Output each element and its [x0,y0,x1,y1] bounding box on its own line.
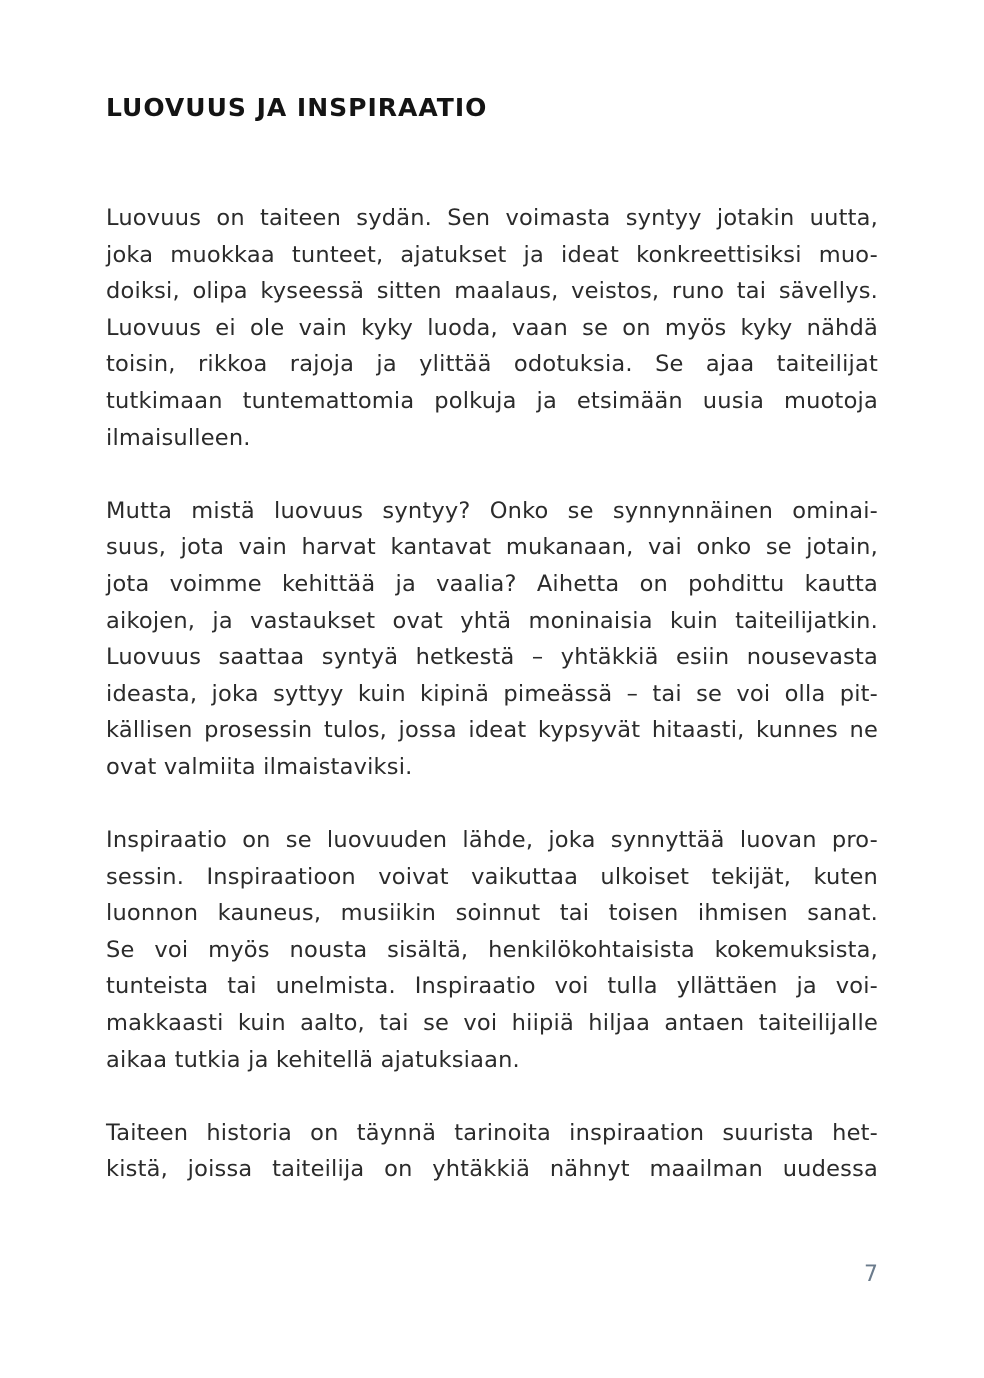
text-line: sessin. Inspiraatioon voivat vaikuttaa ulkoiset tekijät, kuten [106,863,878,890]
text-line: toisin, rikkoa rajoja ja ylittää odotuksia. Se ajaa taiteilijat [106,351,878,378]
text-line: kistä, joissa taiteilija on yhtäkkiä nähnyt maailman uudessa [106,1156,878,1183]
text-line: ilmaisulleen. [106,424,251,451]
text-line: Taiteen historia on täynnä tarinoita inspiraation suurista het- [106,1119,878,1146]
chapter-title: LUOVUUS JA INSPIRAATIO [106,93,488,122]
paragraph-4 [106,1115,878,1188]
text-line: aikojen, ja vastaukset ovat yhtä moninaisia kuin taiteilijatkin. [106,607,878,634]
text-line: Luovuus saattaa syntyä hetkestä – yhtäkkiä esiin nousevasta [106,644,878,671]
text-line: aikaa tutkia ja kehitellä ajatuksiaan. [106,1046,520,1073]
text-line: ideasta, joka syttyy kuin kipinä pimeässä – tai se voi olla pit- [106,680,878,707]
text-line: Mutta mistä luovuus syntyy? Onko se synnynnäinen ominai- [106,497,878,524]
text-line: suus, jota vain harvat kantavat mukanaan, vai onko se jotain, [106,534,878,561]
text-line: luonnon kauneus, musiikin soinnut tai toisen ihmisen sanat. [106,900,878,927]
text-line: källisen prosessin tulos, jossa ideat kypsyvät hitaasti, kunnes ne [106,717,878,744]
text-line: tunteista tai unelmista. Inspiraatio voi tulla yllättäen ja voi- [106,973,878,1000]
paragraph-2 [106,493,878,786]
page-number: 7 [864,1262,878,1287]
text-line: doiksi, olipa kyseessä sitten maalaus, veistos, runo tai sävellys. [106,278,878,305]
text-line: Luovuus on taiteen sydän. Sen voimasta syntyy jotakin uutta, [106,205,878,231]
paragraph-3 [106,822,878,1078]
text-line: Inspiraatio on se luovuuden lähde, joka synnyttää luovan pro- [106,827,878,854]
text-line: joka muokkaa tunteet, ajatukset ja ideat konkreettisiksi muo- [106,241,878,268]
paragraph-1 [106,200,878,456]
text-line: makkaasti kuin aalto, tai se voi hiipiä hiljaa antaen taiteilijalle [106,1010,878,1037]
text-line: Luovuus ei ole vain kyky luoda, vaan se on myös kyky nähdä [106,314,878,341]
text-line: jota voimme kehittää ja vaalia? Aihetta on pohdittu kautta [106,570,878,597]
text-line: Se voi myös nousta sisältä, henkilökohtaisista kokemuksista, [106,936,878,963]
body-text [106,200,878,1225]
text-line: ovat valmiita ilmaistaviksi. [106,753,413,780]
text-line: tutkimaan tuntemattomia polkuja ja etsimään uusia muotoja [106,387,878,414]
